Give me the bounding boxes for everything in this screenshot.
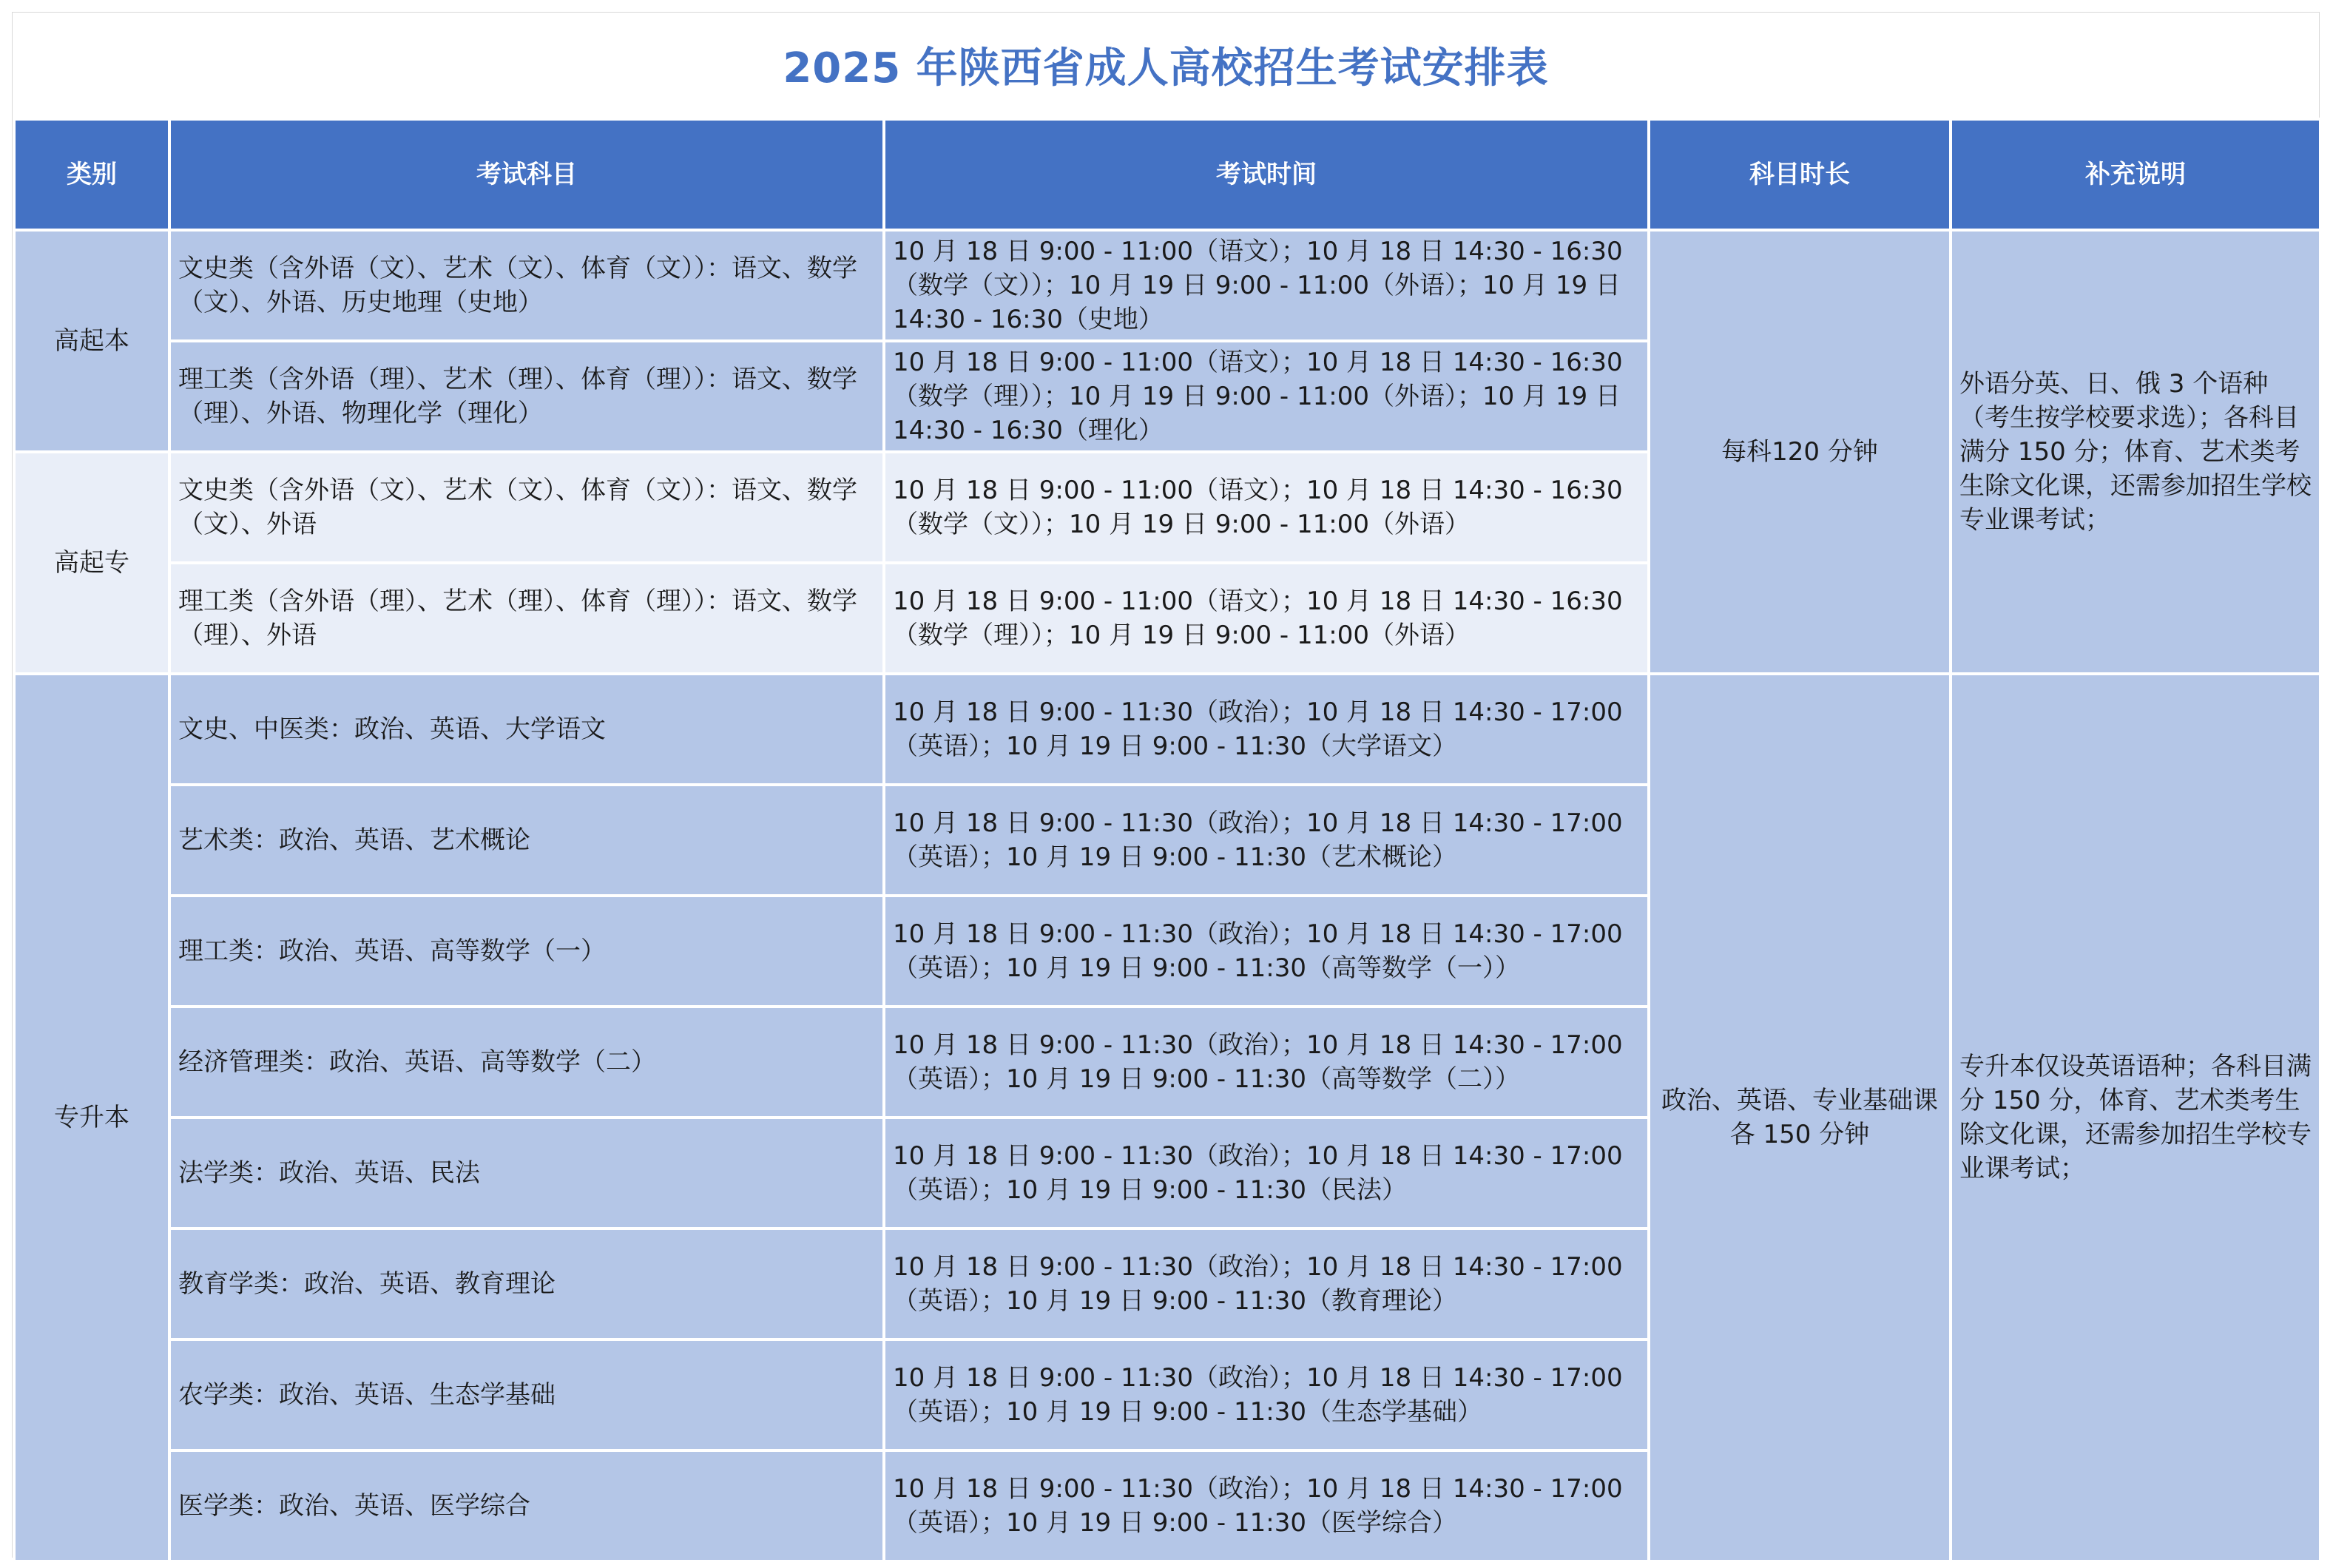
table-row [14, 674, 2320, 785]
table-row [14, 230, 2320, 341]
subjects-cell: 农学类：政治、英语、生态学基础 [169, 1339, 884, 1450]
header-exam-time: 考试时间 [884, 119, 1649, 230]
exam-time-cell: 10 月 18 日 9:00 - 11:30（政治）；10 月 18 日 14:30 - 17:00（英语）；10 月 19 日 9:00 - 11:30（教育理论） [884, 1229, 1649, 1339]
duration-cell-high-school: 每科120 分钟 [1649, 230, 1951, 674]
exam-time-cell: 10 月 18 日 9:00 - 11:30（政治）；10 月 18 日 14:30 - 17:00（英语）；10 月 19 日 9:00 - 11:30（高等数学（二）） [884, 1007, 1649, 1118]
exam-time-cell: 10 月 18 日 9:00 - 11:30（政治）；10 月 18 日 14:30 - 17:00（英语）；10 月 19 日 9:00 - 11:30（艺术概论） [884, 785, 1649, 896]
document-page [12, 12, 2320, 1558]
exam-time-cell: 10 月 18 日 9:00 - 11:00（语文）；10 月 18 日 14:30 - 16:30（数学（文））；10 月 19 日 9:00 - 11:00（外语）；10 月 19 日 14:30 - 16:30（史地） [884, 230, 1649, 341]
subjects-cell: 艺术类：政治、英语、艺术概论 [169, 785, 884, 896]
table-header-row [14, 119, 2320, 230]
header-category: 类别 [14, 119, 169, 230]
exam-time-cell: 10 月 18 日 9:00 - 11:00（语文）；10 月 18 日 14:30 - 16:30（数学（理））；10 月 19 日 9:00 - 11:00（外语） [884, 563, 1649, 674]
exam-time-cell: 10 月 18 日 9:00 - 11:30（政治）；10 月 18 日 14:30 - 17:00（英语）；10 月 19 日 9:00 - 11:30（生态学基础） [884, 1339, 1649, 1450]
subjects-cell: 理工类（含外语（理）、艺术（理）、体育（理））：语文、数学（理）、外语、物理化学（理化） [169, 341, 884, 452]
duration-cell-zsb: 政治、英语、专业基础课各 150 分钟 [1649, 674, 1951, 1561]
category-cell-gqz: 高起专 [14, 452, 169, 674]
exam-schedule-table [13, 118, 2322, 1563]
exam-time-cell: 10 月 18 日 9:00 - 11:00（语文）；10 月 18 日 14:30 - 16:30（数学（文））；10 月 19 日 9:00 - 11:00（外语） [884, 452, 1649, 563]
header-duration: 科目时长 [1649, 119, 1951, 230]
subjects-cell: 文史类（含外语（文）、艺术（文）、体育（文））：语文、数学（文）、外语 [169, 452, 884, 563]
exam-time-cell: 10 月 18 日 9:00 - 11:30（政治）；10 月 18 日 14:30 - 17:00（英语）；10 月 19 日 9:00 - 11:30（高等数学（一）） [884, 896, 1649, 1007]
exam-time-cell: 10 月 18 日 9:00 - 11:30（政治）；10 月 18 日 14:30 - 17:00（英语）；10 月 19 日 9:00 - 11:30（医学综合） [884, 1450, 1649, 1561]
subjects-cell: 文史、中医类：政治、英语、大学语文 [169, 674, 884, 785]
title-band [13, 13, 2319, 118]
subjects-cell: 文史类（含外语（文）、艺术（文）、体育（文））：语文、数学（文）、外语、历史地理（史地） [169, 230, 884, 341]
notes-cell-high-school: 外语分英、日、俄 3 个语种（考生按学校要求选）；各科目满分 150 分；体育、艺术类考生除文化课，还需参加招生学校专业课考试； [1951, 230, 2320, 674]
exam-time-cell: 10 月 18 日 9:00 - 11:30（政治）；10 月 18 日 14:30 - 17:00（英语）；10 月 19 日 9:00 - 11:30（大学语文） [884, 674, 1649, 785]
subjects-cell: 理工类（含外语（理）、艺术（理）、体育（理））：语文、数学（理）、外语 [169, 563, 884, 674]
category-cell-zsb: 专升本 [14, 674, 169, 1561]
notes-cell-zsb: 专升本仅设英语语种；各科目满分 150 分，体育、艺术类考生除文化课，还需参加招生学校专业课考试； [1951, 674, 2320, 1561]
page-title: 2025 年陕西省成人高校招生考试安排表 [783, 44, 1549, 92]
subjects-cell: 经济管理类：政治、英语、高等数学（二） [169, 1007, 884, 1118]
subjects-cell: 教育学类：政治、英语、教育理论 [169, 1229, 884, 1339]
subjects-cell: 理工类：政治、英语、高等数学（一） [169, 896, 884, 1007]
header-notes: 补充说明 [1951, 119, 2320, 230]
exam-time-cell: 10 月 18 日 9:00 - 11:30（政治）；10 月 18 日 14:30 - 17:00（英语）；10 月 19 日 9:00 - 11:30（民法） [884, 1118, 1649, 1229]
subjects-cell: 法学类：政治、英语、民法 [169, 1118, 884, 1229]
category-cell-gqb: 高起本 [14, 230, 169, 452]
exam-time-cell: 10 月 18 日 9:00 - 11:00（语文）；10 月 18 日 14:30 - 16:30（数学（理））；10 月 19 日 9:00 - 11:00（外语）；10 月 19 日 14:30 - 16:30（理化） [884, 341, 1649, 452]
subjects-cell: 医学类：政治、英语、医学综合 [169, 1450, 884, 1561]
header-subjects: 考试科目 [169, 119, 884, 230]
